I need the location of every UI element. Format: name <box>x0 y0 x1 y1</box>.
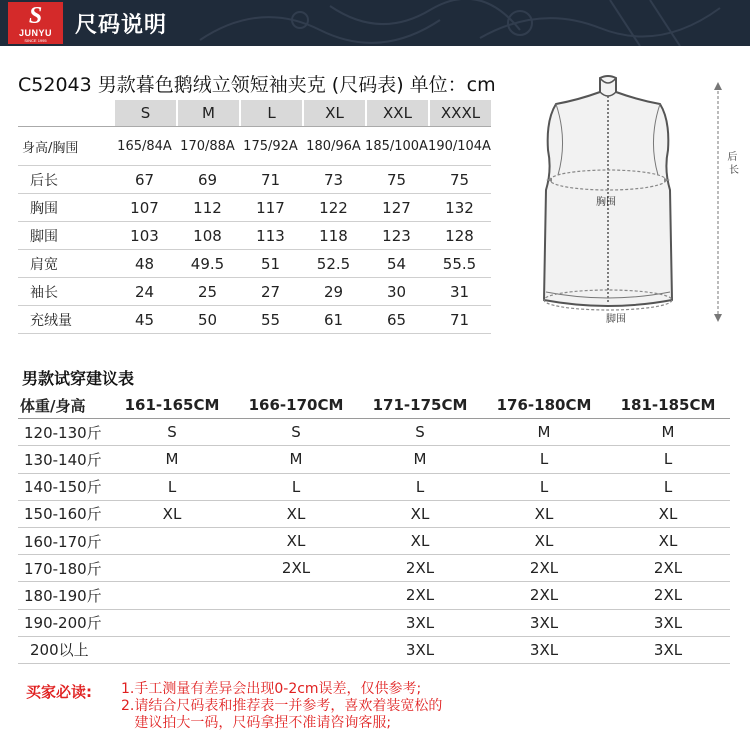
size-cell: 122 <box>302 194 365 222</box>
size-cell: 112 <box>176 194 239 222</box>
notes-lines <box>121 681 442 732</box>
size-cell: 55 <box>239 306 302 334</box>
height-header: 176-180CM <box>482 392 606 419</box>
back-length-char-2: 长 <box>729 165 739 176</box>
recommended-size <box>234 636 358 663</box>
size-cell: 30 <box>365 278 428 306</box>
height-header: 181-185CM <box>606 392 730 419</box>
recommendation-row <box>18 419 730 446</box>
recommendation-row <box>18 527 730 554</box>
recommended-size <box>234 582 358 609</box>
recommended-size <box>110 582 234 609</box>
recommended-size: M <box>234 446 358 473</box>
recommended-size: XL <box>606 527 730 554</box>
recommended-size: S <box>358 419 482 446</box>
recommended-size: M <box>358 446 482 473</box>
recommended-size: L <box>234 473 358 500</box>
recommended-size <box>110 555 234 582</box>
recommendation-row <box>18 473 730 500</box>
recommended-size <box>110 527 234 554</box>
recommended-size: 2XL <box>482 582 606 609</box>
recommended-size: 2XL <box>358 555 482 582</box>
logo-name: JUNYU <box>18 28 52 38</box>
size-cell: 185/100A <box>365 126 428 166</box>
recommended-size: 3XL <box>482 609 606 636</box>
recommended-size: M <box>482 419 606 446</box>
size-cell: 107 <box>113 194 176 222</box>
size-row-label: 肩宽 <box>18 250 113 278</box>
size-cell: 52.5 <box>302 250 365 278</box>
size-row <box>18 126 491 166</box>
recommended-size: 2XL <box>606 555 730 582</box>
recommendation-row <box>18 636 730 663</box>
recommended-size: 2XL <box>482 555 606 582</box>
height-header: 166-170CM <box>234 392 358 419</box>
recommendation-row <box>18 500 730 527</box>
size-row <box>18 306 491 334</box>
size-row <box>18 250 491 278</box>
weight-label: 160-170斤 <box>18 527 110 554</box>
recommended-size: L <box>606 446 730 473</box>
size-cell: 103 <box>113 222 176 250</box>
size-cell: 50 <box>176 306 239 334</box>
size-header-blank <box>18 100 113 126</box>
size-cell: 67 <box>113 166 176 194</box>
back-length-char-1: 后 <box>727 152 738 163</box>
size-cell: 61 <box>302 306 365 334</box>
size-cell: 75 <box>428 166 491 194</box>
recommended-size: L <box>358 473 482 500</box>
size-cell: 180/96A <box>302 126 365 166</box>
recommended-size: XL <box>482 500 606 527</box>
size-row-label: 脚围 <box>18 222 113 250</box>
recommended-size: XL <box>606 500 730 527</box>
logo-mark: S <box>28 3 43 29</box>
size-cell: 71 <box>239 166 302 194</box>
page-title: 尺码说明 <box>75 13 168 38</box>
notes-label: 买家必读: <box>26 683 92 701</box>
recommended-size: 3XL <box>606 636 730 663</box>
size-row <box>18 222 491 250</box>
recommended-size: XL <box>358 500 482 527</box>
size-cell: 29 <box>302 278 365 306</box>
recommended-size <box>110 609 234 636</box>
hem-label: 脚围 <box>606 314 626 325</box>
size-cell: 127 <box>365 194 428 222</box>
weight-label: 150-160斤 <box>18 500 110 527</box>
size-cell: 45 <box>113 306 176 334</box>
recommendation-corner: 体重/身高 <box>18 392 110 419</box>
size-header: S <box>113 100 176 126</box>
recommendation-row <box>18 555 730 582</box>
size-row-label: 后长 <box>18 166 113 194</box>
size-cell: 25 <box>176 278 239 306</box>
height-header: 171-175CM <box>358 392 482 419</box>
product-title: C52043 男款暮色鹅绒立领短袖夹克 (尺码表) 单位：cm <box>18 74 496 96</box>
weight-label: 170-180斤 <box>18 555 110 582</box>
size-header: XL <box>302 100 365 126</box>
back-length-measure-icon <box>714 82 722 322</box>
size-cell: 190/104A <box>428 126 491 166</box>
size-cell: 108 <box>176 222 239 250</box>
recommendation-table <box>18 392 730 664</box>
height-header: 161-165CM <box>110 392 234 419</box>
size-cell: 75 <box>365 166 428 194</box>
recommendation-title: 男款试穿建议表 <box>22 369 135 388</box>
recommended-size: M <box>606 419 730 446</box>
weight-label: 140-150斤 <box>18 473 110 500</box>
size-header: XXL <box>365 100 428 126</box>
recommendation-header-row <box>18 392 730 419</box>
recommended-size: L <box>482 446 606 473</box>
size-cell: 24 <box>113 278 176 306</box>
recommended-size <box>234 609 358 636</box>
size-cell: 27 <box>239 278 302 306</box>
recommended-size: 3XL <box>358 609 482 636</box>
note-line: 2.请结合尺码表和推荐表一并参考，喜欢着装宽松的 <box>121 698 443 714</box>
recommendation-row <box>18 582 730 609</box>
recommended-size: L <box>110 473 234 500</box>
recommended-size: 3XL <box>358 636 482 663</box>
recommended-size: M <box>110 446 234 473</box>
weight-label: 180-190斤 <box>18 582 110 609</box>
size-header: M <box>176 100 239 126</box>
vest-diagram <box>538 60 748 330</box>
recommended-size <box>110 636 234 663</box>
size-cell: 165/84A <box>113 126 176 166</box>
vest-outline-icon <box>544 76 672 306</box>
size-cell: 48 <box>113 250 176 278</box>
recommended-size: 2XL <box>606 582 730 609</box>
note-line: 1.手工测量有差异会出现0-2cm误差，仅供参考; <box>121 681 422 697</box>
size-row <box>18 278 491 306</box>
recommended-size: 2XL <box>358 582 482 609</box>
size-header: L <box>239 100 302 126</box>
recommended-size: 3XL <box>482 636 606 663</box>
size-cell: 128 <box>428 222 491 250</box>
size-row <box>18 194 491 222</box>
logo-since: SINCE 1995 <box>24 38 47 43</box>
size-header-row <box>18 100 491 126</box>
brand-logo <box>8 2 63 44</box>
size-cell: 51 <box>239 250 302 278</box>
recommended-size: 3XL <box>606 609 730 636</box>
chest-label: 胸围 <box>596 197 616 208</box>
header-banner <box>0 0 750 46</box>
size-row-label: 充绒量 <box>18 306 113 334</box>
back-length-label <box>727 150 740 176</box>
size-cell: 117 <box>239 194 302 222</box>
size-cell: 123 <box>365 222 428 250</box>
size-row-label: 袖长 <box>18 278 113 306</box>
recommendation-row <box>18 609 730 636</box>
size-row <box>18 166 491 194</box>
weight-label: 200以上 <box>18 636 110 663</box>
size-cell: 175/92A <box>239 126 302 166</box>
size-cell: 55.5 <box>428 250 491 278</box>
size-cell: 113 <box>239 222 302 250</box>
size-row-label: 胸围 <box>18 194 113 222</box>
size-cell: 71 <box>428 306 491 334</box>
recommended-size: XL <box>110 500 234 527</box>
recommendation-row <box>18 446 730 473</box>
weight-label: 130-140斤 <box>18 446 110 473</box>
recommended-size: XL <box>234 527 358 554</box>
weight-label: 190-200斤 <box>18 609 110 636</box>
note-line: 建议拍大一码，尺码拿捏不准请咨询客服; <box>121 715 392 731</box>
recommended-size: XL <box>234 500 358 527</box>
weight-label: 120-130斤 <box>18 419 110 446</box>
size-cell: 49.5 <box>176 250 239 278</box>
size-header: XXXL <box>428 100 491 126</box>
recommended-size: 2XL <box>234 555 358 582</box>
size-row-label: 身高/胸围 <box>18 126 113 166</box>
size-cell: 54 <box>365 250 428 278</box>
size-cell: 69 <box>176 166 239 194</box>
size-cell: 73 <box>302 166 365 194</box>
size-cell: 118 <box>302 222 365 250</box>
size-chart-table <box>18 100 491 334</box>
size-cell: 31 <box>428 278 491 306</box>
recommended-size: XL <box>358 527 482 554</box>
recommended-size: S <box>110 419 234 446</box>
size-cell: 170/88A <box>176 126 239 166</box>
recommended-size: XL <box>482 527 606 554</box>
size-cell: 65 <box>365 306 428 334</box>
recommended-size: S <box>234 419 358 446</box>
recommended-size: L <box>482 473 606 500</box>
size-cell: 132 <box>428 194 491 222</box>
recommended-size: L <box>606 473 730 500</box>
